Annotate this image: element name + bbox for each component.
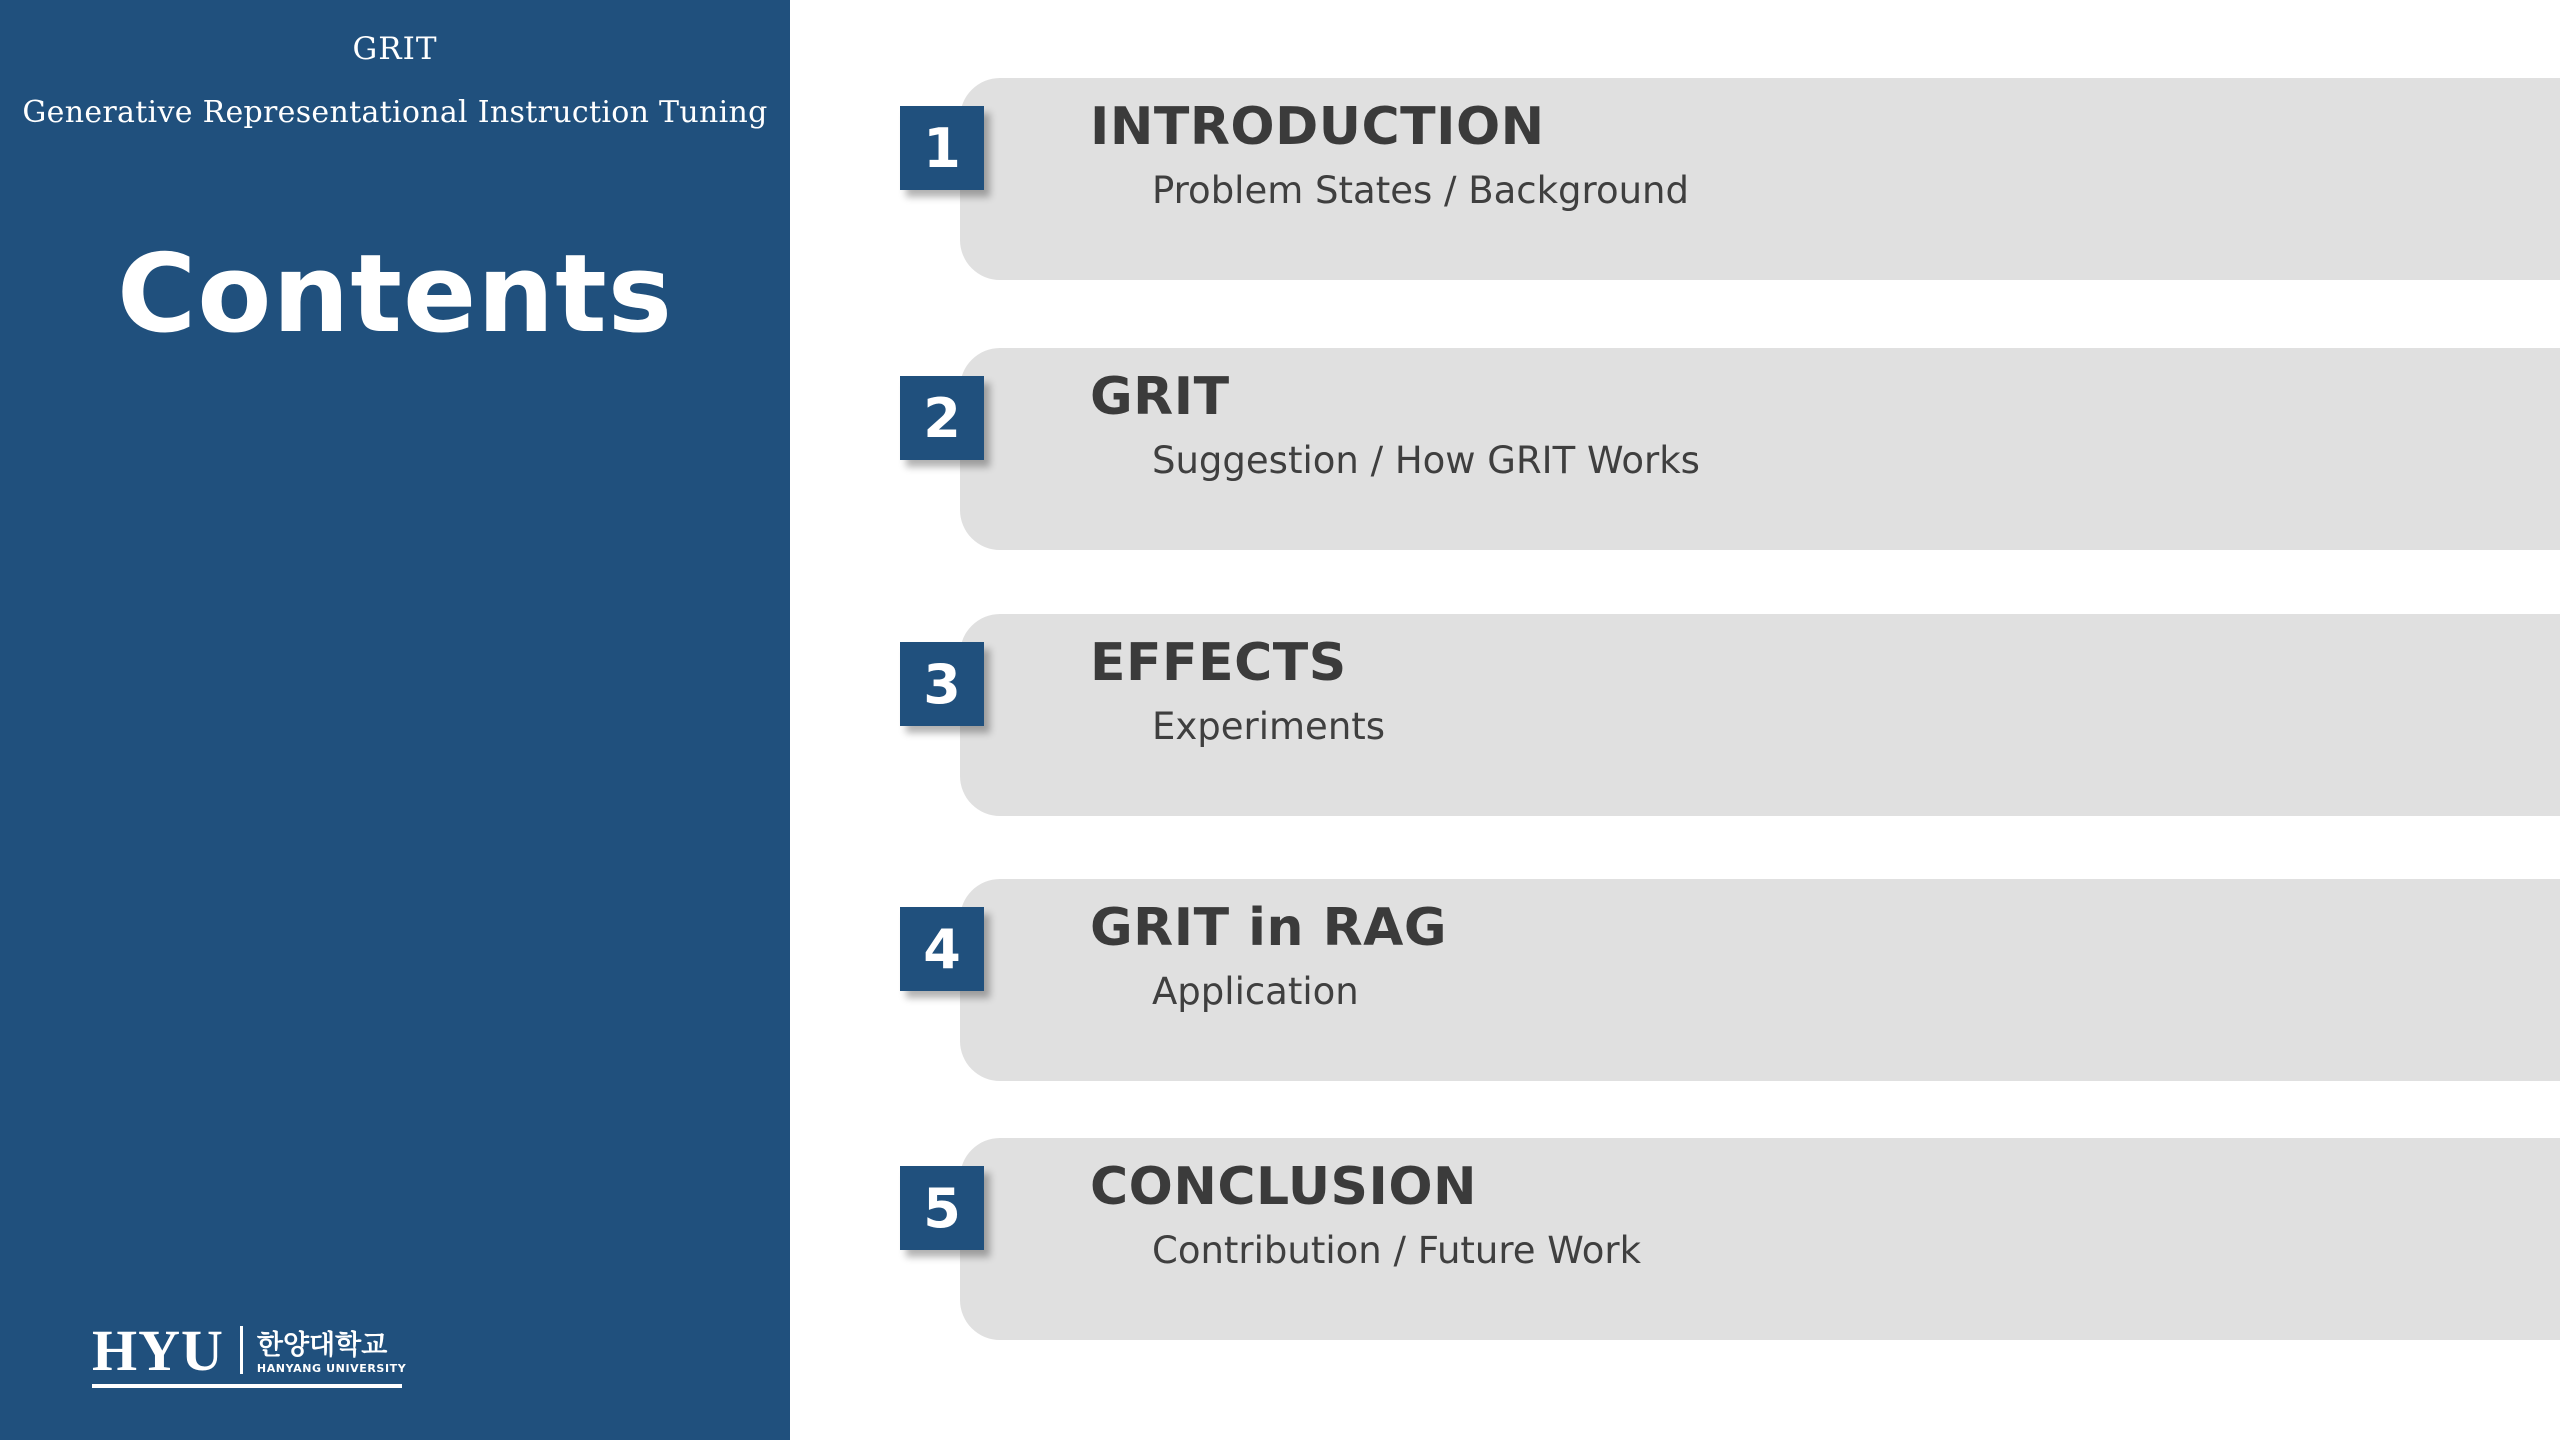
logo-korean-name: 한양대학교	[256, 1330, 388, 1361]
item-title: GRIT in RAG	[1090, 898, 1448, 958]
item-number-badge: 2	[900, 376, 984, 460]
page-title: Contents	[116, 231, 673, 357]
slide-sidebar	[0, 0, 790, 1440]
item-subtitle: Problem States / Background	[1152, 168, 1689, 212]
item-text	[1090, 898, 1448, 1013]
item-subtitle: Contribution / Future Work	[1152, 1228, 1642, 1272]
item-text	[1090, 367, 1700, 482]
item-title: EFFECTS	[1090, 633, 1347, 693]
hyu-logo	[92, 1317, 407, 1383]
list-item[interactable]	[900, 614, 2560, 816]
item-number-badge: 4	[900, 907, 984, 991]
item-title: GRIT	[1090, 367, 1230, 427]
item-number-badge: 5	[900, 1166, 984, 1250]
item-text	[1090, 1157, 1642, 1272]
paper-title: GRIT	[352, 31, 438, 67]
logo-korean-block	[257, 1332, 406, 1378]
item-subtitle: Application	[1152, 969, 1359, 1013]
logo-underline	[92, 1384, 402, 1388]
list-item[interactable]	[900, 348, 2560, 550]
paper-subtitle: Generative Representational Instruction Tuning	[22, 94, 768, 130]
logo-divider	[240, 1326, 243, 1374]
item-text	[1090, 633, 1386, 748]
sidebar-header	[0, 0, 790, 132]
item-title: CONCLUSION	[1090, 1157, 1478, 1217]
item-title: INTRODUCTION	[1090, 97, 1545, 157]
item-text	[1090, 97, 1689, 212]
item-number-badge: 1	[900, 106, 984, 190]
list-item[interactable]	[900, 879, 2560, 1081]
item-number-badge: 3	[900, 642, 984, 726]
item-subtitle: Suggestion / How GRIT Works	[1152, 438, 1700, 482]
logo-wordmark: HYU	[92, 1317, 224, 1383]
item-subtitle: Experiments	[1152, 704, 1386, 748]
list-item[interactable]	[900, 78, 2560, 280]
logo-english-name: HANYANG UNIVERSITY	[256, 1362, 407, 1375]
contents-list	[790, 0, 2560, 1440]
list-item[interactable]	[900, 1138, 2560, 1340]
